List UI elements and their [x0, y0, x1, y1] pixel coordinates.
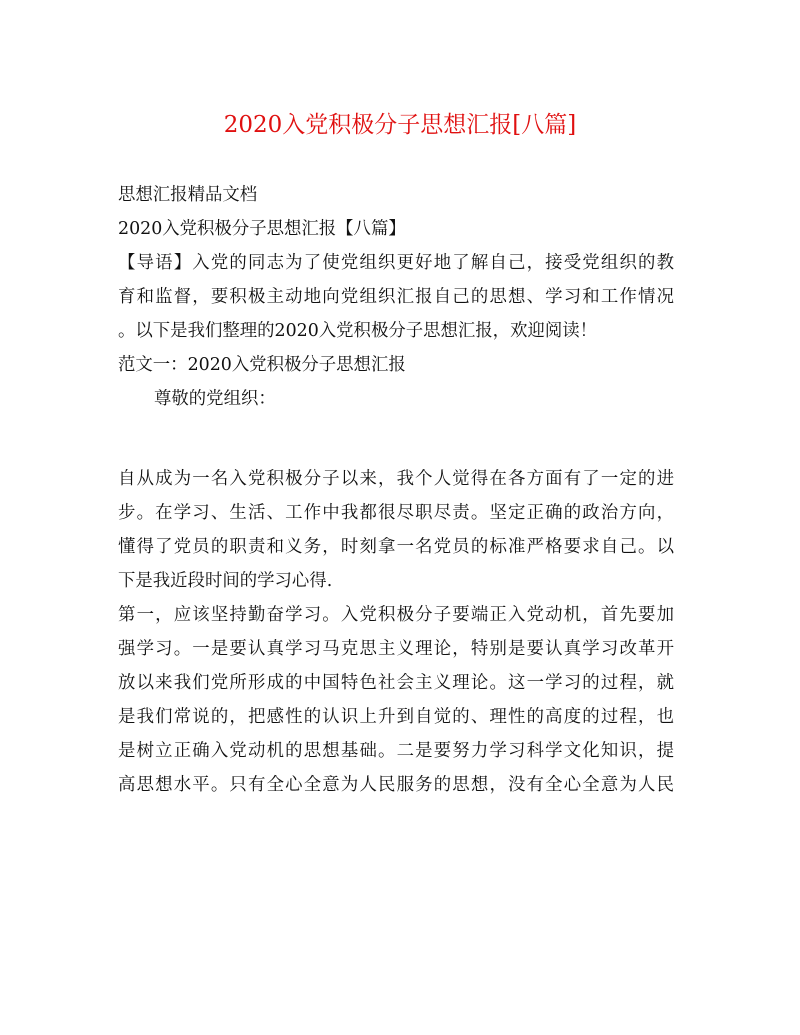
- paragraph1-line: 懂得了党员的职责和义务，时刻拿一名党员的标准严格要求自己。以: [118, 537, 674, 557]
- paragraph2-line: 放以来我们党所形成的中国特色社会主义理论。这一学习的过程，就: [118, 673, 674, 693]
- paragraph2-line: 是树立正确入党动机的思想基础。二是要努力学习科学文化知识，提: [118, 741, 674, 761]
- paragraph2-line: 强学习。一是要认真学习马克思主义理论，特别是要认真学习改革开: [118, 639, 674, 659]
- sample-heading: 范文一：2020入党积极分子思想汇报: [118, 355, 406, 375]
- paragraph2-line: 高思想水平。只有全心全意为人民服务的思想，没有全心全意为人民: [118, 775, 674, 795]
- blank-gap: [118, 416, 674, 462]
- paragraph1-line: 下是我近段时间的学习心得.: [118, 571, 333, 591]
- header-line: 思想汇报精品文档: [118, 185, 258, 205]
- salutation: 尊敬的党组织：: [154, 389, 276, 409]
- subtitle-line: 2020入党积极分子思想汇报【八篇】: [118, 219, 406, 239]
- intro-line: 。以下是我们整理的2020入党积极分子思想汇报，欢迎阅读！: [118, 321, 598, 341]
- paragraph2-line: 第一，应该坚持勤奋学习。入党积极分子要端正入党动机，首先要加: [118, 605, 674, 625]
- paragraph1-line: 步。在学习、生活、工作中我都很尽职尽责。坚定正确的政治方向，: [118, 503, 674, 523]
- intro-line: 育和监督，要积极主动地向党组织汇报自己的思想、学习和工作情况: [118, 287, 674, 307]
- paragraph2-line: 是我们常说的，把感性的认识上升到自觉的、理性的高度的过程，也: [118, 707, 674, 727]
- document-title: 2020入党积极分子思想汇报[八篇]: [223, 112, 577, 138]
- document-body: [118, 178, 674, 802]
- paragraph1-line: 自从成为一名入党积极分子以来，我个人觉得在各方面有了一定的进: [118, 469, 674, 489]
- intro-line: 【导语】入党的同志为了使党组织更好地了解自己，接受党组织的教: [118, 253, 674, 273]
